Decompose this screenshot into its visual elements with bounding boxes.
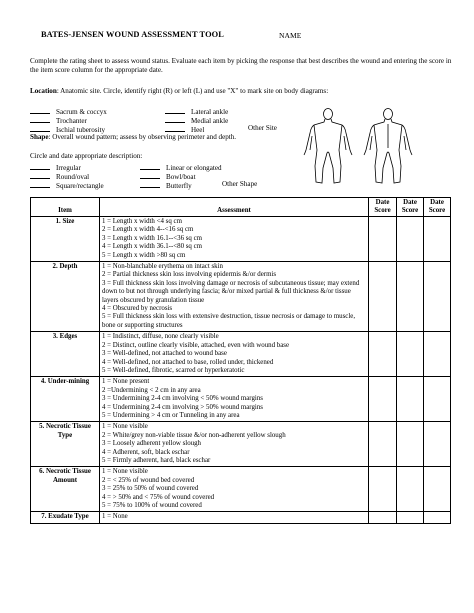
score-cell[interactable]	[397, 262, 424, 332]
assessment-options	[100, 262, 369, 332]
assessment-options	[100, 422, 369, 467]
shape-option: Bowl/boat	[140, 171, 196, 182]
shape-instruction	[30, 133, 236, 141]
body-front-figure	[304, 109, 352, 184]
item-name: 5. Necrotic Tissue Type	[31, 422, 100, 467]
assessment-options	[100, 377, 369, 422]
assessment-option: 1 = Non-blanchable erythema on intact skin	[102, 263, 223, 271]
site-blank[interactable]	[165, 106, 185, 114]
item-name: 2. Depth	[31, 262, 100, 332]
assessment-option: 5 = Length x width >80 sq cm	[102, 251, 186, 259]
assessment-option: 2 = < 25% of wound bed covered	[102, 476, 195, 484]
shape-label: Shape	[30, 133, 49, 141]
table-row	[31, 377, 451, 422]
score-cell[interactable]	[424, 262, 451, 332]
assessment-option: 3 = Full thickness skin loss involving damage or necrosis of subcutaneous tissue; may extend down to but not through underlying fascia; &/or mixed partial & full thickness &/or tissue layers obscured by granulation tissue	[102, 279, 360, 304]
score-cell[interactable]	[424, 512, 451, 523]
table-row	[31, 332, 451, 377]
score-cell[interactable]	[369, 467, 397, 512]
assessment-option: 2 = Length x width 4--<16 sq cm	[102, 226, 194, 234]
score-cell[interactable]	[397, 467, 424, 512]
assessment-option: 4 = Adherent, soft, black eschar	[102, 448, 190, 456]
date-score-header-1: Date Score	[369, 198, 397, 217]
shape-blank[interactable]	[140, 180, 160, 188]
table-row	[31, 512, 451, 523]
assessment-option: 2 = White/grey non-viable tissue &/or non-adherent yellow slough	[102, 431, 286, 439]
site-option: Medial ankle	[165, 115, 228, 126]
assessment-option: 1 = None visible	[102, 468, 148, 476]
score-cell[interactable]	[424, 377, 451, 422]
table-row	[31, 467, 451, 512]
item-name: 3. Edges	[31, 332, 100, 377]
assessment-table	[30, 197, 451, 524]
site-option: Trochanter	[30, 115, 87, 126]
instructions-text: Complete the rating sheet to assess wound status. Evaluate each item by picking the response that best describes the wound and entering the score in the item score column for the appropriate date.	[30, 57, 452, 75]
site-option: Sacrum & coccyx	[30, 106, 107, 117]
location-label: Location	[30, 87, 57, 95]
assessment-option: 4 = Length x width 36.1--<80 sq cm	[102, 243, 203, 251]
score-cell[interactable]	[397, 377, 424, 422]
score-cell[interactable]	[369, 422, 397, 467]
assessment-option: 1 = None	[102, 513, 128, 521]
description-instruction: Circle and date appropriate description:	[30, 152, 143, 160]
assessment-table-body	[31, 217, 451, 524]
assessment-options	[100, 467, 369, 512]
score-cell[interactable]	[397, 217, 424, 262]
assessment-option: 5 = Well-defined, fibrotic, scarred or hyperkeratotic	[102, 366, 245, 374]
score-cell[interactable]	[397, 332, 424, 377]
location-instruction-text: : Anatomic site. Circle, identify right (R) or left (L) and use "X" to mark site on body diagrams:	[56, 87, 329, 95]
assessment-options	[100, 512, 369, 523]
assessment-option: 3 = 25% to 50% of wound covered	[102, 485, 199, 493]
assessment-option: 4 = Obscured by necrosis	[102, 305, 173, 313]
assessment-option: 5 = Firmly adherent, hard, black eschar	[102, 456, 211, 464]
shape-option: Round/oval	[30, 171, 89, 182]
site-blank[interactable]	[30, 124, 50, 132]
shape-option: Irregular	[30, 162, 81, 173]
score-cell[interactable]	[397, 422, 424, 467]
item-column-header: Item	[31, 198, 100, 217]
shape-blank[interactable]	[140, 162, 160, 170]
assessment-option: 1 = Indistinct, diffuse, none clearly visible	[102, 333, 219, 341]
score-cell[interactable]	[424, 422, 451, 467]
name-field-label: NAME	[279, 31, 302, 40]
assessment-option: 3 = Well-defined, not attached to wound base	[102, 350, 227, 358]
table-row	[31, 262, 451, 332]
assessment-option: 4 = Well-defined, not attached to base, rolled under, thickened	[102, 358, 274, 366]
table-row	[31, 217, 451, 262]
assessment-option: 1 = None present	[102, 378, 150, 386]
score-cell[interactable]	[369, 377, 397, 422]
assessment-option: 1 = None visible	[102, 423, 148, 431]
site-blank[interactable]	[30, 115, 50, 123]
score-cell[interactable]	[369, 217, 397, 262]
site-option: Lateral ankle	[165, 106, 228, 117]
form-title: BATES-JENSEN WOUND ASSESSMENT TOOL	[41, 30, 224, 39]
date-score-header-3: Date Score	[424, 198, 451, 217]
shape-option: Butterfly	[140, 180, 192, 191]
date-score-header-2: Date Score	[397, 198, 424, 217]
shape-instruction-text: : Overall wound pattern; assess by observing perimeter and depth.	[48, 133, 237, 141]
assessment-option: 4 = > 50% and < 75% of wound covered	[102, 493, 215, 501]
item-name: 6. Necrotic Tissue Amount	[31, 467, 100, 512]
site-option: Heel	[165, 124, 204, 135]
location-instruction	[30, 87, 330, 96]
table-row	[31, 422, 451, 467]
score-cell[interactable]	[369, 262, 397, 332]
site-blank[interactable]	[165, 115, 185, 123]
site-blank[interactable]	[165, 124, 185, 132]
site-option: Ischial tuberosity	[30, 124, 105, 135]
assessment-option: 3 = Loosely adherent yellow slough	[102, 440, 201, 448]
assessment-option: 3 = Length x width 16.1--<36 sq cm	[102, 234, 203, 242]
body-back-figure	[364, 109, 412, 184]
assessment-option: 2 =Undermining < 2 cm in any area	[102, 386, 201, 394]
score-cell[interactable]	[424, 467, 451, 512]
shape-blank[interactable]	[140, 171, 160, 179]
assessment-option: 5 = 75% to 100% of wound covered	[102, 502, 202, 509]
score-cell[interactable]	[424, 332, 451, 377]
other-shape-label: Other Shape	[222, 180, 258, 188]
item-name: 1. Size	[31, 217, 100, 262]
shape-blank[interactable]	[30, 162, 50, 170]
assessment-option: 4 = Undermining 2-4 cm involving > 50% wound margins	[102, 403, 263, 411]
assessment-option: 3 = Undermining 2-4 cm involving < 50% wound margins	[102, 395, 263, 403]
item-name: 4. Under-mining	[31, 377, 100, 422]
assessment-option: 5 = Undermining > 4 cm or Tunneling in any area	[102, 411, 240, 419]
assessment-column-header: Assessment	[100, 198, 369, 217]
shape-option: Linear or elongated	[140, 162, 222, 173]
score-cell[interactable]	[369, 332, 397, 377]
assessment-options	[100, 332, 369, 377]
assessment-option: 2 = Partial thickness skin loss involving epidermis &/or dermis	[102, 271, 277, 279]
assessment-option: 1 = Length x width <4 sq cm	[102, 218, 182, 225]
score-cell[interactable]	[369, 512, 397, 523]
other-site-label: Other Site	[248, 124, 277, 132]
body-diagrams[interactable]	[300, 106, 420, 186]
score-cell[interactable]	[424, 217, 451, 262]
assessment-option: 5 = Full thickness skin loss with extensive destruction, tissue necrosis or damage to muscle, bone or supporting structures	[102, 313, 356, 329]
table-header-row	[31, 198, 451, 217]
shape-option: Square/rectangle	[30, 180, 104, 191]
site-blank[interactable]	[30, 106, 50, 114]
assessment-option: 2 = Distinct, outline clearly visible, attached, even with wound base	[102, 341, 290, 349]
item-name: 7. Exudate Type	[31, 512, 100, 523]
shape-blank[interactable]	[30, 180, 50, 188]
score-cell[interactable]	[397, 512, 424, 523]
assessment-options	[100, 217, 369, 262]
shape-blank[interactable]	[30, 171, 50, 179]
